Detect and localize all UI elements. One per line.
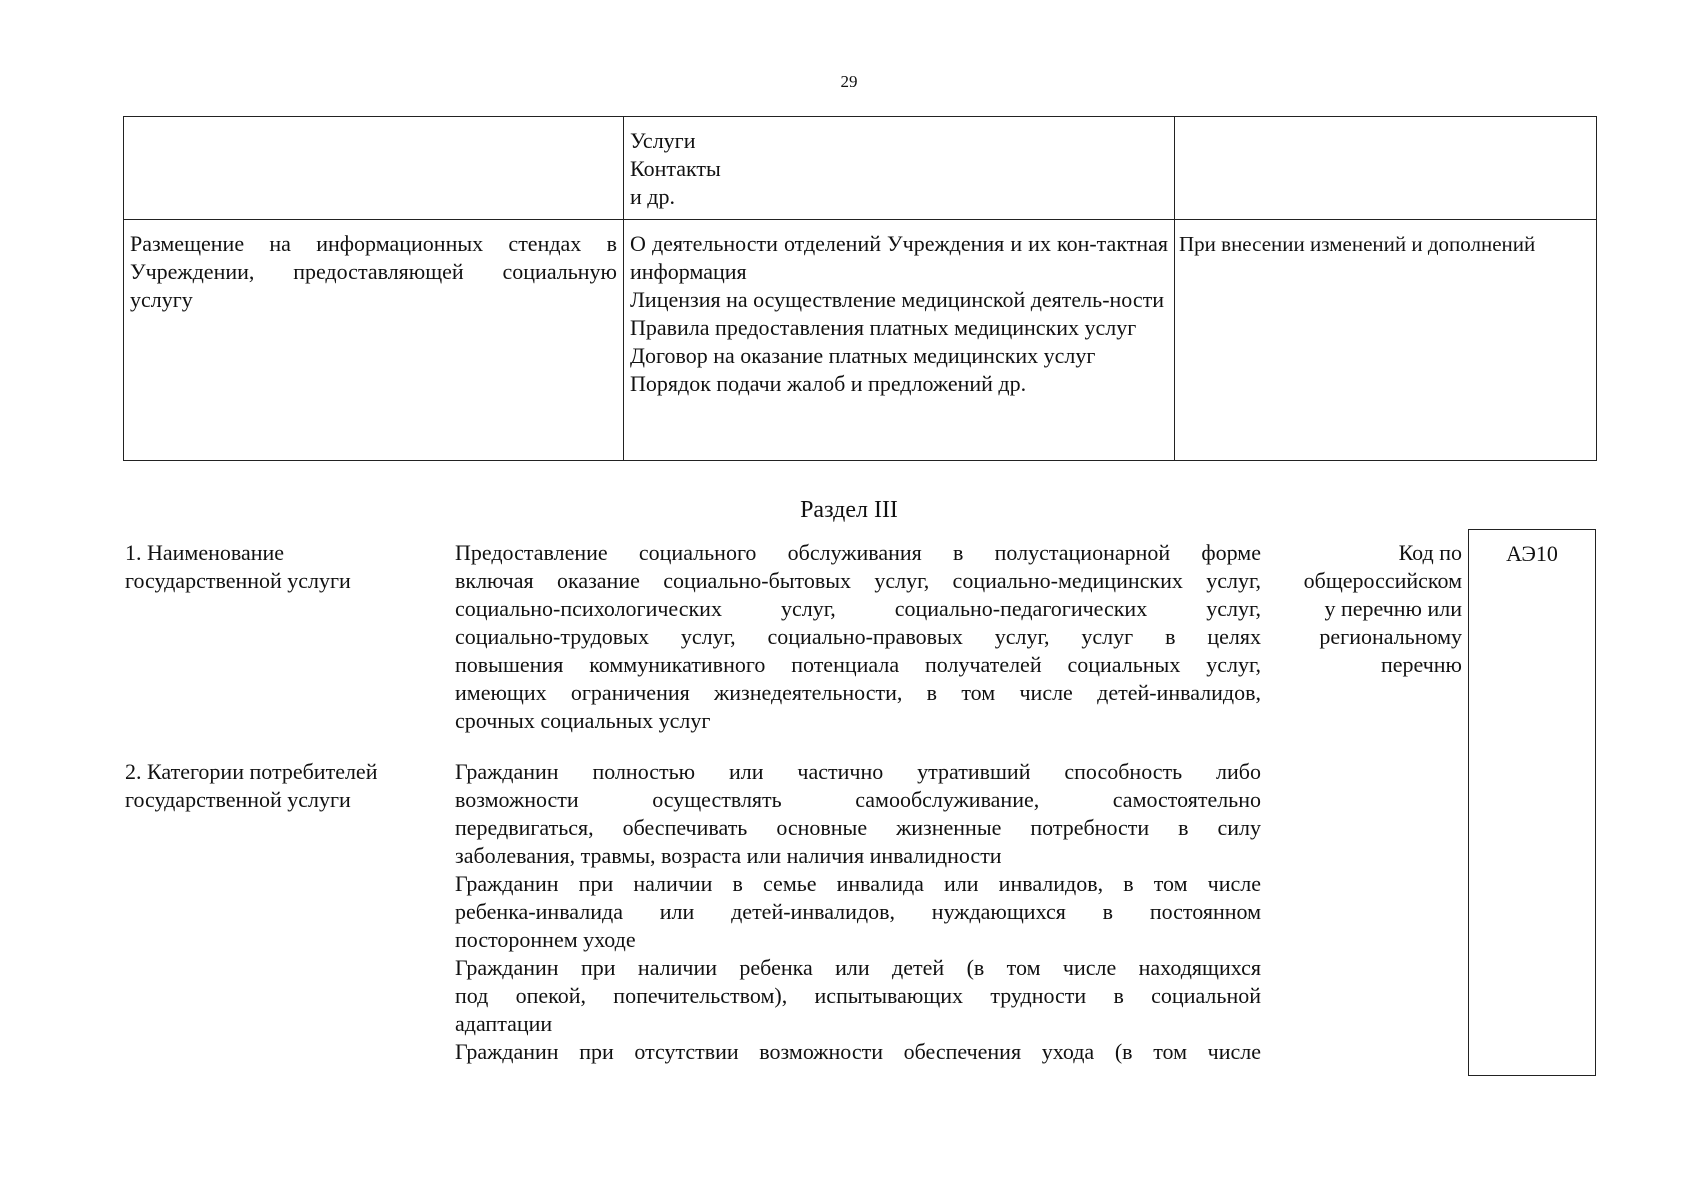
page-number: 29 xyxy=(840,72,858,91)
code-box xyxy=(1468,529,1596,1076)
value-line: Предоставление социального обслуживания в полустационарной форме xyxy=(455,540,1261,565)
info-placement-table xyxy=(123,116,1597,461)
code-label-line: региональному xyxy=(1319,624,1462,649)
code-label xyxy=(1272,539,1462,679)
table-cell-frequency: При внесении изменений и дополнений xyxy=(1175,220,1597,461)
value-line: срочных социальных услуг xyxy=(455,708,711,733)
content-line: Услуги xyxy=(630,128,696,153)
value-line: Гражданин при наличии ребенка или детей (в том числе находящихся xyxy=(455,955,1261,980)
content-item: Правила предоставления платных медицинских услуг xyxy=(630,315,1137,340)
field-label-service-name: 1. Наименование государственной услуги xyxy=(125,540,351,593)
section-heading: Раздел III xyxy=(800,497,898,523)
value-line: адаптации xyxy=(455,1011,553,1036)
table-cell-frequency xyxy=(1175,117,1597,220)
table-row xyxy=(124,220,1597,461)
table-cell-content xyxy=(624,220,1175,461)
code-label-line: у перечню или xyxy=(1324,596,1462,621)
content-item: Договор на оказание платных медицинских услуг xyxy=(630,343,1096,368)
code-label-line: перечню xyxy=(1380,652,1462,677)
field-value-consumer-categories xyxy=(455,758,1261,1066)
table-row xyxy=(124,117,1597,220)
content-item: Лицензия на осуществление медицинской деятель-ности xyxy=(630,287,1164,312)
code-label-line: Код по xyxy=(1398,540,1462,565)
value-line: социально-трудовых услуг, социально-правовых услуг, услуг в целях xyxy=(455,624,1261,649)
value-line: под опекой, попечительством), испытывающих трудности в социальной xyxy=(455,983,1261,1008)
value-line: социально-психологических услуг, социально-педагогических услуг, xyxy=(455,596,1261,621)
value-line: Гражданин при отсутствии возможности обеспечения ухода (в том числе xyxy=(455,1039,1261,1064)
table-cell-method: Размещение на информационных стендах в Учреждении, предоставляющей социальную услугу xyxy=(124,220,624,461)
content-line: Контакты xyxy=(630,156,721,181)
value-line: передвигаться, обеспечивать основные жизненные потребности в силу xyxy=(455,815,1261,840)
value-line: заболевания, травмы, возраста или наличия инвалидности xyxy=(455,843,1002,868)
code-label-line: общероссийском xyxy=(1303,568,1462,593)
value-line: Гражданин полностью или частично утративший способность либо xyxy=(455,759,1261,784)
table-cell-content xyxy=(624,117,1175,220)
field-value-service-name xyxy=(455,539,1261,735)
value-line: повышения коммуникативного потенциала получателей социальных услуг, xyxy=(455,652,1261,677)
table-cell-method xyxy=(124,117,624,220)
field-label-consumer-categories: 2. Категории потребителей государственной услуги xyxy=(125,759,378,812)
value-line: постороннем уходе xyxy=(455,927,636,952)
value-line: Гражданин при наличии в семье инвалида или инвалидов, в том числе xyxy=(455,871,1261,896)
content-item: О деятельности отделений Учреждения и их кон-тактная информация xyxy=(630,231,1168,284)
content-line: и др. xyxy=(630,184,675,209)
value-line: возможности осуществлять самообслуживание, самостоятельно xyxy=(455,787,1261,812)
value-line: имеющих ограничения жизнедеятельности, в том числе детей-инвалидов, xyxy=(455,680,1261,705)
content-item: Порядок подачи жалоб и предложений др. xyxy=(630,371,1027,396)
value-line: ребенка-инвалида или детей-инвалидов, нуждающихся в постоянном xyxy=(455,899,1261,924)
value-line: включая оказание социально-бытовых услуг, социально-медицинских услуг, xyxy=(455,568,1261,593)
code-value: АЭ10 xyxy=(1506,541,1558,566)
